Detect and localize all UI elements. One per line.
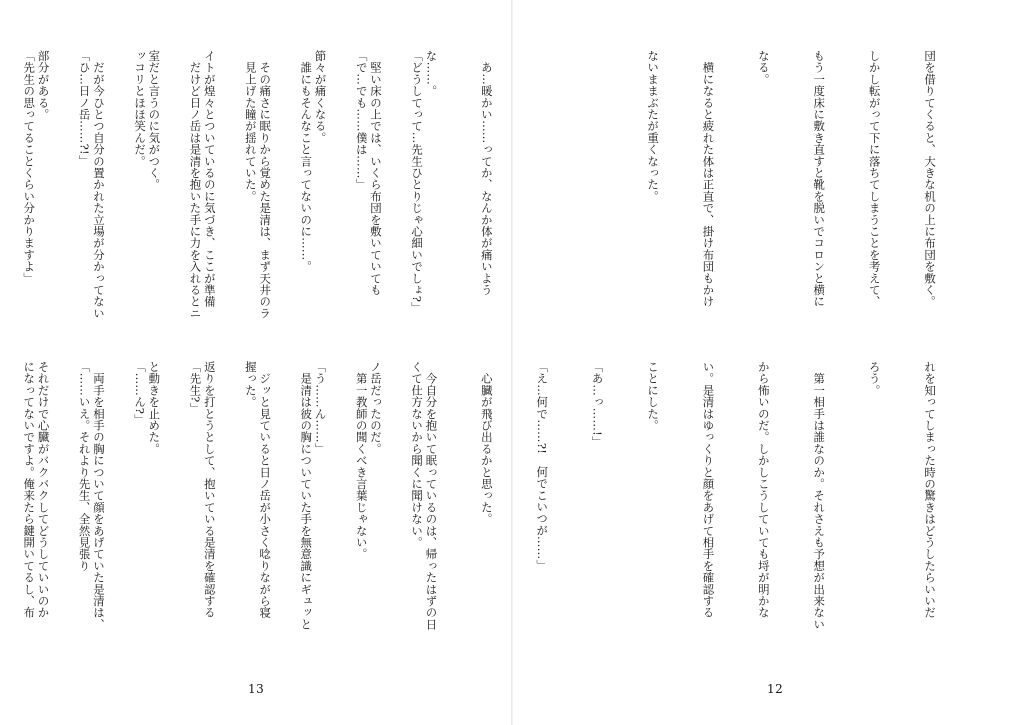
text-line: になってないですよ。俺来たら鍵開いてるし、布 bbox=[22, 361, 37, 619]
text-line bbox=[588, 50, 606, 346]
text-line: ないままぶたが重くなった。 bbox=[646, 50, 661, 203]
text-line: 両手を相手の胸について顔をあげていた是清は、 bbox=[91, 361, 106, 631]
page-number: 13 bbox=[248, 682, 265, 696]
text-line: れを知ってしまった時の驚きはどうしたらいいだ bbox=[923, 361, 938, 619]
text-line: ろう。 bbox=[867, 361, 882, 397]
text-line: 「う……ん……」 bbox=[313, 361, 328, 455]
text-line: 誰にもそんなこと言ってないのに……。 bbox=[299, 50, 314, 273]
text-line: 第一相手は誰なのか。それさえも予想が出来ない bbox=[812, 361, 827, 631]
text-line: 握った。 bbox=[243, 361, 258, 408]
text-line: ノ岳だったのだ。 bbox=[369, 361, 383, 455]
text-line: 心臓が飛び出るかと思った。 bbox=[479, 361, 494, 525]
text-line: 「どうしてって…先生ひとりじゃ心細いでしょ?」 bbox=[410, 50, 425, 314]
text-line: 節々が痛くなる。 bbox=[313, 50, 328, 144]
text-line: 見上げた瞳が揺れていた。 bbox=[243, 50, 258, 203]
text-line: ことにした。 bbox=[646, 361, 661, 432]
text-line: なる。 bbox=[756, 50, 771, 86]
text-line: もう一度床に敷き直すと靴を脱いでコロンと横に bbox=[812, 50, 827, 308]
text-line: 第一教師の聞くべき言葉じゃない。 bbox=[354, 361, 369, 560]
text-line: あ…暖かい……ってか、なんか体が痛いよう bbox=[479, 50, 494, 296]
text-line: だが今ひとつ自分の置かれた立場が分かってない bbox=[91, 50, 106, 320]
text-line: 「先生の思ってることくらい分かりますよ」 bbox=[22, 50, 37, 284]
text-line: 堅い床の上では、いくら布団を敷いていても bbox=[369, 50, 383, 296]
text-line: それだけで心臓がバクバクしてどうしていいのか bbox=[36, 361, 51, 619]
text-line: い。是清はゆっくりと顔をあげて相手を確認する bbox=[701, 361, 716, 619]
text-line: 「……いえ。それより先生、全然見張り bbox=[77, 361, 92, 572]
text-line: から怖いのだ。しかしこうしていても埒が明かな bbox=[756, 361, 771, 619]
text-line: 「え…何で……?! 何でこいつが……」 bbox=[535, 361, 550, 572]
text-line: と動きを止めた。 bbox=[147, 361, 162, 455]
text-line: イトが煌々とついているのに気づき、ここが準備 bbox=[202, 50, 217, 308]
text-line: 今自分を抱いて眠っているのは、帰ったはずの日 bbox=[424, 361, 439, 631]
text-line: その痛さに眠りから覚めた是清は、まず天井のラ bbox=[258, 50, 273, 320]
text-line: 是清は彼の胸についていた手を無意識にギュッと bbox=[299, 361, 314, 631]
text-line: 部分がある。 bbox=[36, 50, 51, 121]
text-line: 「……ん?」 bbox=[133, 361, 148, 426]
text-line: 「ひ…日ノ岳……?!」 bbox=[77, 50, 92, 167]
text-line: 返りを打とうとして、抱いている是清を確認する bbox=[202, 361, 217, 619]
text-line: ジッと見ていると日ノ岳が小さく唸りながら寝 bbox=[258, 361, 273, 619]
text-line: 「先生?」 bbox=[188, 361, 203, 415]
text-line: な……。 bbox=[424, 50, 439, 97]
text-line: だけど日ノ岳は是清を抱いた手に力を入れるとニ bbox=[188, 50, 203, 320]
text-line: 「で…でも……僕は……」 bbox=[354, 50, 369, 191]
text-line: しかし転がって下に落ちてしまうことを考えて、 bbox=[867, 50, 882, 308]
text-line: 「あ…っ……!」 bbox=[590, 361, 605, 448]
page-number: 12 bbox=[767, 682, 784, 696]
text-line: 横になると疲れた体は正直で、掛け布団もかけ bbox=[701, 50, 716, 308]
text-line: ッコリとほほ笑んだ。 bbox=[133, 50, 148, 167]
text-line: くて仕方ないから聞くに聞けない。 bbox=[410, 361, 425, 549]
text-line bbox=[533, 50, 551, 346]
text-line: 室だと言うのに気がつく。 bbox=[147, 50, 162, 191]
text-line: 団を借りてくると、大きな机の上に布団を敷く。 bbox=[923, 50, 938, 308]
